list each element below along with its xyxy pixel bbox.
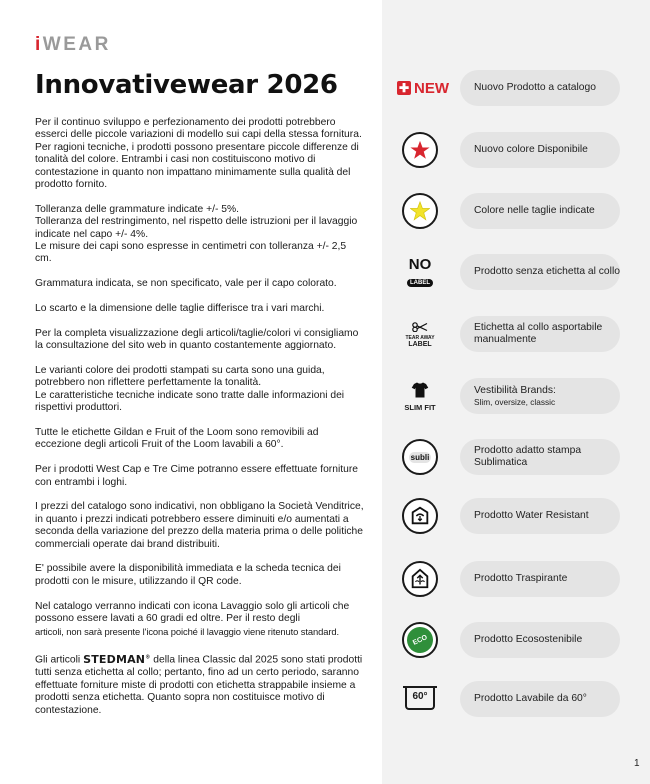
terms-text	[35, 117, 365, 729]
feature-slim-fit	[388, 376, 638, 416]
feature-pill: Vestibilità Brands: Slim, oversize, classic	[460, 378, 620, 414]
feature-pill: Prodotto Water Resistant	[460, 498, 620, 534]
star-yellow-icon	[396, 191, 444, 231]
feature-pill: Prodotto adatto stampa Sublimatica	[460, 439, 620, 475]
paragraph-stedman: Gli articoli STEDMAN® della linea Classic dal 2025 sono stati prodotti tutti senza etichetta al collo; pertanto, fino ad un certo periodo, saranno effettuate forniture miste di prodotti con etichetta strappabile insieme a prodotti senza etichetta. Quanto sopra non costituisce motivo di contestazione.	[35, 652, 363, 716]
feature-eco	[388, 620, 638, 660]
paragraph-washing: Nel catalogo verranno indicati con icona Lavaggio solo gli articoli che possono essere lavati a 60 gradi ed oltre. Per il resto degli articoli, non sarà presente l'icona poiché il lavaggio viene ritenuto standard.	[35, 600, 350, 637]
paragraph-sizes: Lo scarto e la dimensione delle taglie differisce tra i vari marchi.	[35, 303, 325, 315]
paragraph-variations: Per il continuo sviluppo e perfezionamento dei prodotti potrebbero esserci delle piccole variazioni di modello sui capi della stessa fornitura. Per ragioni tecniche, i prodotti possono presentare piccole differenze di tonalità del colore. Entrambi i casi non costituiscono motivo di contestazione in quanto non impattano minimamente sulla qualità del prodotto fornito.	[35, 117, 362, 191]
paragraph-prices: I prezzi del catalogo sono indicativi, non obbligano la Società Venditrice, in quanto i prezzi indicati potrebbero essere diminuiti e/o aumentati a seconda della variazione del prezzo della materia prima o delle politiche commerciali operate dai brand distribuiti.	[35, 501, 364, 550]
eco-icon: ECO	[396, 620, 444, 660]
slim-fit-icon: SLIM FIT	[396, 376, 444, 416]
water-resistant-icon	[396, 496, 444, 536]
star-red-icon	[396, 130, 444, 170]
no-label-icon: NO LABEL	[408, 255, 432, 286]
sublimation-icon: subli	[396, 437, 444, 477]
feature-pill: Nuovo Prodotto a catalogo	[460, 70, 620, 106]
feature-new-product	[388, 68, 638, 108]
feature-color-sizes	[388, 191, 638, 231]
page-title: Innovativewear 2026	[35, 70, 338, 100]
feature-pill: Prodotto Traspirante	[460, 561, 620, 597]
feature-sublimation	[388, 437, 638, 477]
feature-pill: Prodotto senza etichetta al collo	[460, 254, 620, 290]
feature-no-label	[388, 252, 638, 292]
paragraph-labels: Tutte le etichette Gildan e Fruit of the Loom sono removibili ad eccezione degli articoli Fruit of the Loom lavabili a 60°.	[35, 427, 319, 451]
page-number: 1	[634, 758, 640, 769]
feature-water-resistant	[388, 496, 638, 536]
paragraph-qr: E' possibile avere la disponibilità immediata e la scheda tecnica dei prodotti con le misure, utilizzando il QR code.	[35, 563, 341, 587]
feature-pill: Nuovo colore Disponibile	[460, 132, 620, 168]
paragraph-weight: Grammatura indicata, se non specificato, vale per il capo colorato.	[35, 278, 337, 290]
brand-logo: iWEAR	[35, 34, 111, 55]
feature-new-color	[388, 130, 638, 170]
feature-pill: Prodotto Ecosostenibile	[460, 622, 620, 658]
feature-breathable	[388, 559, 638, 599]
new-badge-icon: ✚ NEW	[398, 79, 449, 97]
paragraph-website: Per la completa visualizzazione degli articoli/taglie/colori vi consigliamo la consultazione del sito web in quanto costantemente aggiornato.	[35, 327, 359, 352]
paragraph-colors: Le varianti colore dei prodotti stampati su carta sono una guida, potrebbero non riflettere perfettamente la tonalità. Le caratteristiche tecniche indicate sono tratte dalle informazioni dei rispettivi produttori.	[35, 365, 345, 414]
tear-away-label-icon: TEAR AWAY LABEL	[396, 314, 444, 354]
feature-tear-away	[388, 314, 638, 354]
paragraph-tolerances: Tolleranza delle grammature indicate +/- 5%. Tolleranza del restringimento, nel rispetto delle istruzioni per il lavaggio indicate nel capo +/- 4%. Le misure dei capi sono espresse in centimetri con tolleranza +/- 2,5 cm.	[35, 203, 358, 265]
breathable-icon	[396, 559, 444, 599]
stedman-logo: STEDMAN®	[83, 652, 151, 666]
feature-wash-60	[388, 679, 638, 719]
feature-pill: Prodotto Lavabile da 60°	[460, 681, 620, 717]
feature-pill: Colore nelle taglie indicate	[460, 193, 620, 229]
wash-60-icon: 60°	[396, 679, 444, 719]
feature-pill: Etichetta al collo asportabile manualmente	[460, 316, 620, 352]
paragraph-logos: Per i prodotti West Cap e Tre Cime potranno essere effettuate forniture con entrambi i loghi.	[35, 464, 358, 488]
